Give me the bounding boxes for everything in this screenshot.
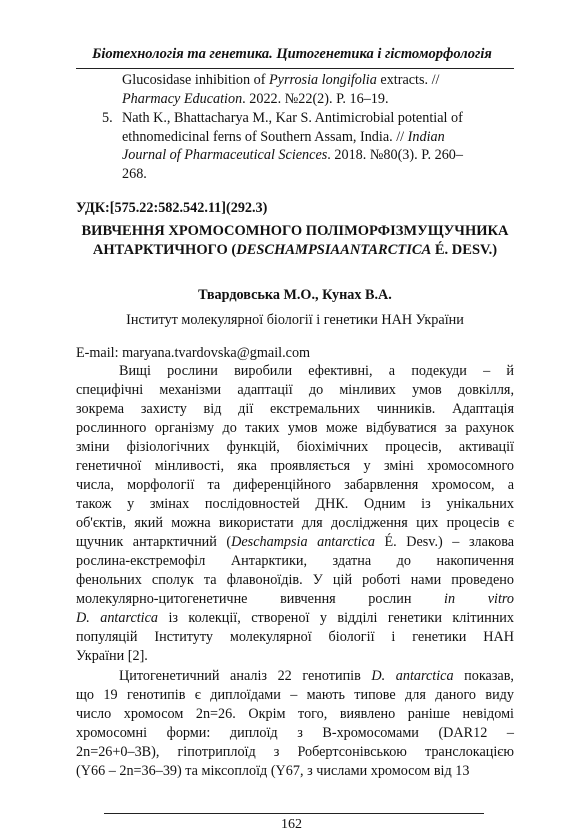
article-title xyxy=(76,222,514,260)
italic-text: D. antarctica xyxy=(371,668,454,684)
text-line: хромосомні форми: диплоїд з В-хромосомами (DAR12 – xyxy=(76,725,514,741)
reference-4-text xyxy=(122,71,514,108)
reference-5-text xyxy=(122,109,514,183)
text-line: генетичної мінливості, яка проявляється у зміні хромосомного xyxy=(76,458,514,474)
authors: Твардовська М.О., Кунах В.А. xyxy=(198,287,392,303)
text-line: D. antarctica із колекції, створеної у відділі генетики клітинних xyxy=(76,610,514,626)
text-line: Nath K., Bhattacharya M., Kar S. Antimicrobial potential of xyxy=(122,110,463,126)
text-line: також у змінах послідовностей ДНК. Одним із унікальних xyxy=(76,496,514,512)
reference-4-continuation xyxy=(76,71,514,108)
text-line: число хромосом 2n=26. Окрім того, виявлено раніше невідомі xyxy=(76,706,514,722)
italic-text: D. antarctica xyxy=(76,610,159,626)
text-line: ANTARCTICA É. DESV.) xyxy=(340,241,498,258)
text-line: (Y66 – 2n=36–39) та міксоплоїд (Y67, з числами хромосом від 13 xyxy=(76,763,470,779)
italic-text: in vitro xyxy=(444,591,514,607)
text-line: Glucosidase inhibition of Pyrrosia longifolia extracts. // xyxy=(122,72,440,88)
text-line: рослинного організму до таких умов може відбуватися за рахунок xyxy=(76,420,514,436)
footer-rule xyxy=(104,813,484,814)
italic-text: Journal of Pharmaceutical Sciences xyxy=(122,147,328,164)
text-line: ЩУЧНИКА АНТАРКТИЧНОГО (DESCHAMPSIA xyxy=(92,223,509,258)
text-line: ethnomedicinal ferns of Southern Assam, India. // Indian xyxy=(122,128,445,145)
text-line: об'єктів, який можна використати для дослідження цих процесів є xyxy=(76,515,514,531)
italic-text: ANTARCTICA xyxy=(340,241,432,258)
text-line: Journal of Pharmaceutical Sciences. 2018. №80(3). P. 260– xyxy=(122,147,463,164)
text-line: Цитогенетичний аналіз 22 генотипів D. antarctica показав, xyxy=(119,668,514,684)
page-number: 162 xyxy=(281,817,302,832)
text-line: Вищі рослини виробили ефективні, а подекуди – й xyxy=(119,363,514,379)
italic-text: DESCHAMPSIA xyxy=(236,241,341,258)
text-line: Pharmacy Education. 2022. №22(2). P. 16–19. xyxy=(122,90,389,107)
text-line: 268. xyxy=(122,165,147,182)
email: E-mail: maryana.tvardovska@gmail.com xyxy=(76,345,311,361)
reference-5 xyxy=(76,109,514,183)
paragraph-2 xyxy=(76,667,514,781)
italic-text: Indian xyxy=(407,128,445,145)
header-rule xyxy=(76,68,514,69)
reference-5-number: 5. xyxy=(102,110,113,126)
text-line: 2n=26+0–3B), гіпотриплоїд з Робертсонівською транслокацією xyxy=(76,744,514,760)
italic-text: Pyrrosia longifolia xyxy=(268,72,377,88)
text-line: ВИВЧЕННЯ ХРОМОСОМНОГО ПОЛІМОРФІЗМУ xyxy=(81,223,428,239)
text-line: рослина-екстремофіл Антарктики, здатна до накопичення xyxy=(76,553,514,569)
text-line: зміни фізіологічних функцій, біохімічних процесів, активації xyxy=(76,439,514,455)
text-line: фенольних сполук та флавоноїдів. У цій роботі нами проведено xyxy=(76,572,514,588)
italic-text: Deschampsia antarctica xyxy=(231,534,375,550)
text-line: числа, морфології та диференційного забарвлення хромосом, а xyxy=(76,477,514,493)
affiliation: Інститут молекулярної біології і генетики НАН України xyxy=(126,312,464,328)
text-line: специфічні механізми адаптації до мінливих умов довкілля, xyxy=(76,382,514,398)
text-line: популяцій Інституту молекулярної біології і генетики НАН xyxy=(76,629,514,645)
text-line: щучник антарктичний (Deschampsia antarctica É. Desv.) – злакова xyxy=(76,534,514,550)
text-line: зокрема захисту від дії екстремальних чинників. Адаптація xyxy=(76,401,514,417)
paragraph-1 xyxy=(76,362,514,666)
udc-code: УДК:[575.22:582.542.11](292.3) xyxy=(76,200,268,216)
text-line: України [2]. xyxy=(76,648,148,664)
running-head: Біотехнологія та генетика. Цитогенетика і гістоморфологія xyxy=(92,46,492,62)
italic-text: Pharmacy Education xyxy=(122,90,243,107)
text-line: що 19 генотипів є диплоїдами – мають типове для даного виду xyxy=(76,687,514,703)
text-line: молекулярно-цитогенетичне вивчення рослин in vitro xyxy=(76,591,514,607)
